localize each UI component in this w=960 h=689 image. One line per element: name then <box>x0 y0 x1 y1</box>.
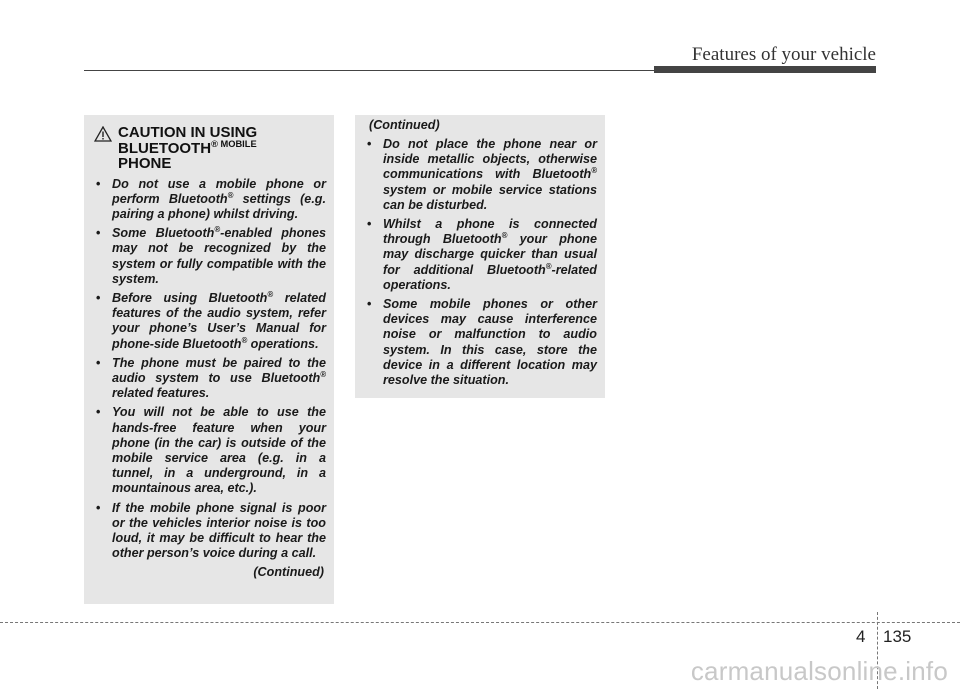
caution-continued-box <box>355 115 605 398</box>
list-item: • Some Bluetooth®-enabled phones may not be recognized by the system or fully compatible with the system. <box>96 224 326 286</box>
watermark: carmanualsonline.info <box>690 656 948 686</box>
warning-triangle-icon <box>94 126 112 142</box>
caution-heading <box>92 125 326 172</box>
list-item: • Do not place the phone near or inside metallic objects, otherwise communications with Bluetooth® system or mobile service stations can be disturbed. <box>367 137 597 212</box>
list-item: • Do not use a mobile phone or perform Bluetooth® settings (e.g. pairing a phone) whilst driving. <box>96 176 327 221</box>
list-item: • Before using Bluetooth® related features of the audio system, refer your phone’s User’s Manual for phone-side Bluetooth® operations. <box>96 289 326 351</box>
list-item: • The phone must be paired to the audio system to use Bluetooth® related features. <box>96 355 326 401</box>
header-rule-accent <box>654 66 876 73</box>
caution-title-line-3: PHONE <box>118 155 172 172</box>
footer-rule <box>0 622 960 623</box>
continued-label: (Continued) <box>253 565 324 580</box>
list-item: • You will not be able to use the hands-free feature when your phone (in the car) is outside of the mobile service area (e.g. in a tunnel, in a underground, in a mountainous area, etc.). <box>96 405 326 496</box>
list-item: • Some mobile phones or other devices may cause interference noise or malfunction to audio system. In this case, store the device in a different location may resolve the situation. <box>367 297 597 388</box>
header-title: Features of your vehicle <box>691 44 876 65</box>
page-number: 135 <box>883 627 912 646</box>
caution-list <box>92 177 326 562</box>
caution-continued-list <box>363 137 597 388</box>
caution-title-line-1: CAUTION IN USING <box>118 124 258 141</box>
continued-label: (Continued) <box>369 118 440 132</box>
list-item: • If the mobile phone signal is poor or the vehicles interior noise is too loud, it may be difficult to hear the other person’s voice during a call. <box>96 500 326 561</box>
caution-box <box>84 115 334 604</box>
caution-title <box>118 125 257 172</box>
caution-title-line-2: $BLUETOOTH^{® MOBILE}$ <box>118 138 257 157</box>
header-rule <box>84 70 654 71</box>
list-item: • Whilst a phone is connected through Bluetooth® your phone may discharge quicker than usual for additional Bluetooth®-related operations. <box>367 217 597 292</box>
chapter-number: 4 <box>856 627 866 646</box>
